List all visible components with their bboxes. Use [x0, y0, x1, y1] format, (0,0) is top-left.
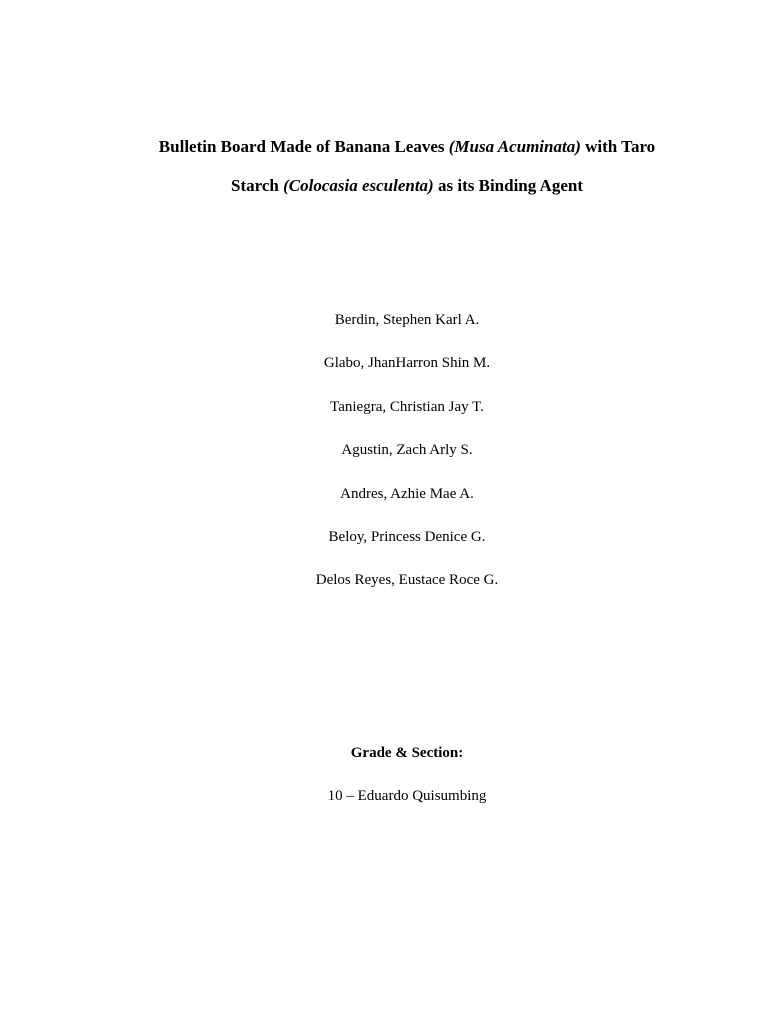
title-line-2-prefix: Starch: [230, 176, 284, 195]
title-line-2: [23, 176, 768, 196]
author-name: Beloy, Princess Denice G.: [328, 529, 486, 545]
author-name: Glabo, JhanHarron Shin M.: [323, 355, 491, 371]
title-line-2-italic: (Colocasia esculenta): [283, 176, 434, 195]
author-name: Agustin, Zach Arly S.: [341, 442, 473, 458]
title-line-2-suffix: as its Binding Agent: [433, 176, 583, 195]
author-name: Taniegra, Christian Jay T.: [330, 399, 484, 415]
title-line-1-suffix: with Taro: [580, 137, 656, 156]
author-name: Andres, Azhie Mae A.: [340, 486, 474, 502]
title-line-1-italic: (Musa Acuminata): [448, 137, 581, 156]
title-line-1-prefix: Bulletin Board Made of Banana Leaves: [158, 137, 449, 156]
author-name: Delos Reyes, Eustace Roce G.: [315, 572, 499, 588]
title-line-1: [23, 137, 768, 157]
grade-section-value: 10 – Eduardo Quisumbing: [327, 788, 487, 804]
author-name: Berdin, Stephen Karl A.: [334, 312, 480, 328]
grade-section-label: Grade & Section:: [350, 745, 464, 761]
